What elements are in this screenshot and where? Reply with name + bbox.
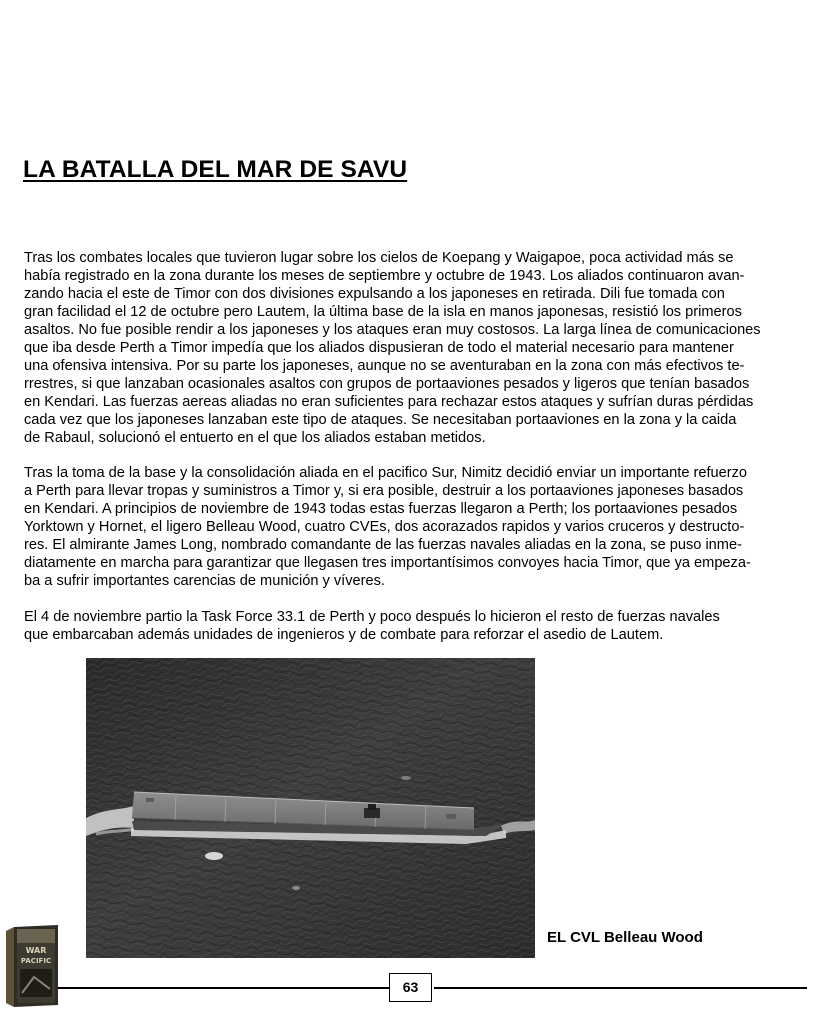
paragraph-line: una ofensiva intensiva. Por su parte los japoneses, aunque no se aventuraban en la zona con más efectivos te- xyxy=(24,358,745,374)
paragraph-3 xyxy=(24,608,814,644)
paragraph-line: había registrado en la zona durante los meses de septiembre y octubre de 1943. Los aliados continuaron avan- xyxy=(24,268,745,284)
photo-caption: EL CVL Belleau Wood xyxy=(547,929,703,946)
carrier-photo xyxy=(86,658,535,958)
paragraph-line: de Rabaul, solucionó el entuerto en el que los aliados estaban metidos. xyxy=(24,430,486,446)
paragraph-line: diatamente en marcha para garantizar que llegasen tres importantísimos convoyes hacia Timor, que ya empeza- xyxy=(24,555,751,571)
paragraph-1 xyxy=(24,249,814,447)
paragraph-2 xyxy=(24,464,814,590)
footer-rule-right xyxy=(434,987,807,989)
game-box-label-1: WAR xyxy=(25,946,47,955)
page-number: 63 xyxy=(389,973,432,1002)
paragraph-line: que iba desde Perth a Timor impedía que los aliados dispusieran de todo el material necesario para mantener xyxy=(24,340,734,356)
footer-rule-left xyxy=(52,987,389,989)
paragraph-line: en Kendari. Las fuerzas aereas aliadas no eran suficientes para rechazar estos ataques y sufrían duras pérdidas xyxy=(24,394,754,410)
paragraph-line: gran facilidad el 12 de octubre pero Lautem, la última base de la isla en manos japonesas, resistió los primeros xyxy=(24,304,742,320)
paragraph-line: zando hacia el este de Timor con dos divisiones expulsando a los japoneses en retirada. Dili fue tomada con xyxy=(24,286,725,302)
paragraph-line: rrestres, si que lanzaban ocasionales asaltos con grupos de portaaviones pesados y ligeros que tenían basados xyxy=(24,376,750,392)
game-box-label-2: PACIFIC xyxy=(20,957,52,965)
article-title: LA BATALLA DEL MAR DE SAVU xyxy=(23,156,408,183)
paragraph-line: cada vez que los japoneses lanzaban este tipo de ataques. Se necesitaban portaaviones en la zona y la caida xyxy=(24,412,737,428)
paragraph-line: que embarcaban además unidades de ingenieros y de combate para reforzar el asedio de Lautem. xyxy=(24,627,664,643)
game-box-art xyxy=(4,923,60,1008)
paragraph-line: El 4 de noviembre partio la Task Force 33.1 de Perth y poco después lo hicieron el resto de fuerzas navales xyxy=(24,609,720,625)
paragraph-line: Tras la toma de la base y la consolidación aliada en el pacifico Sur, Nimitz decidió enviar un importante refuerzo xyxy=(24,465,748,481)
paragraph-line: asaltos. No fue posible rendir a los japoneses y los ataques eran muy costosos. La larga línea de comunicaciones xyxy=(24,322,761,338)
paragraph-line: res. El almirante James Long, nombrado comandante de las fuerzas navales aliadas en la zona, se puso inme- xyxy=(24,537,742,553)
paragraph-line: ba a sufrir importantes carencias de munición y víveres. xyxy=(24,573,385,589)
paragraph-line: a Perth para llevar tropas y suministros a Timor y, si era posible, destruir a los portaaviones japoneses basados xyxy=(24,483,744,499)
paragraph-line: Yorktown y Hornet, el ligero Belleau Wood, cuatro CVEs, dos acorazados rapidos y varios cruceros y destructo- xyxy=(24,519,745,535)
paragraph-line: en Kendari. A principios de noviembre de 1943 todas estas fuerzas llegaron a Perth; los portaaviones pesados xyxy=(24,501,738,517)
paragraph-line: Tras los combates locales que tuvieron lugar sobre los cielos de Koepang y Waigapoe, poca actividad más se xyxy=(24,250,734,266)
